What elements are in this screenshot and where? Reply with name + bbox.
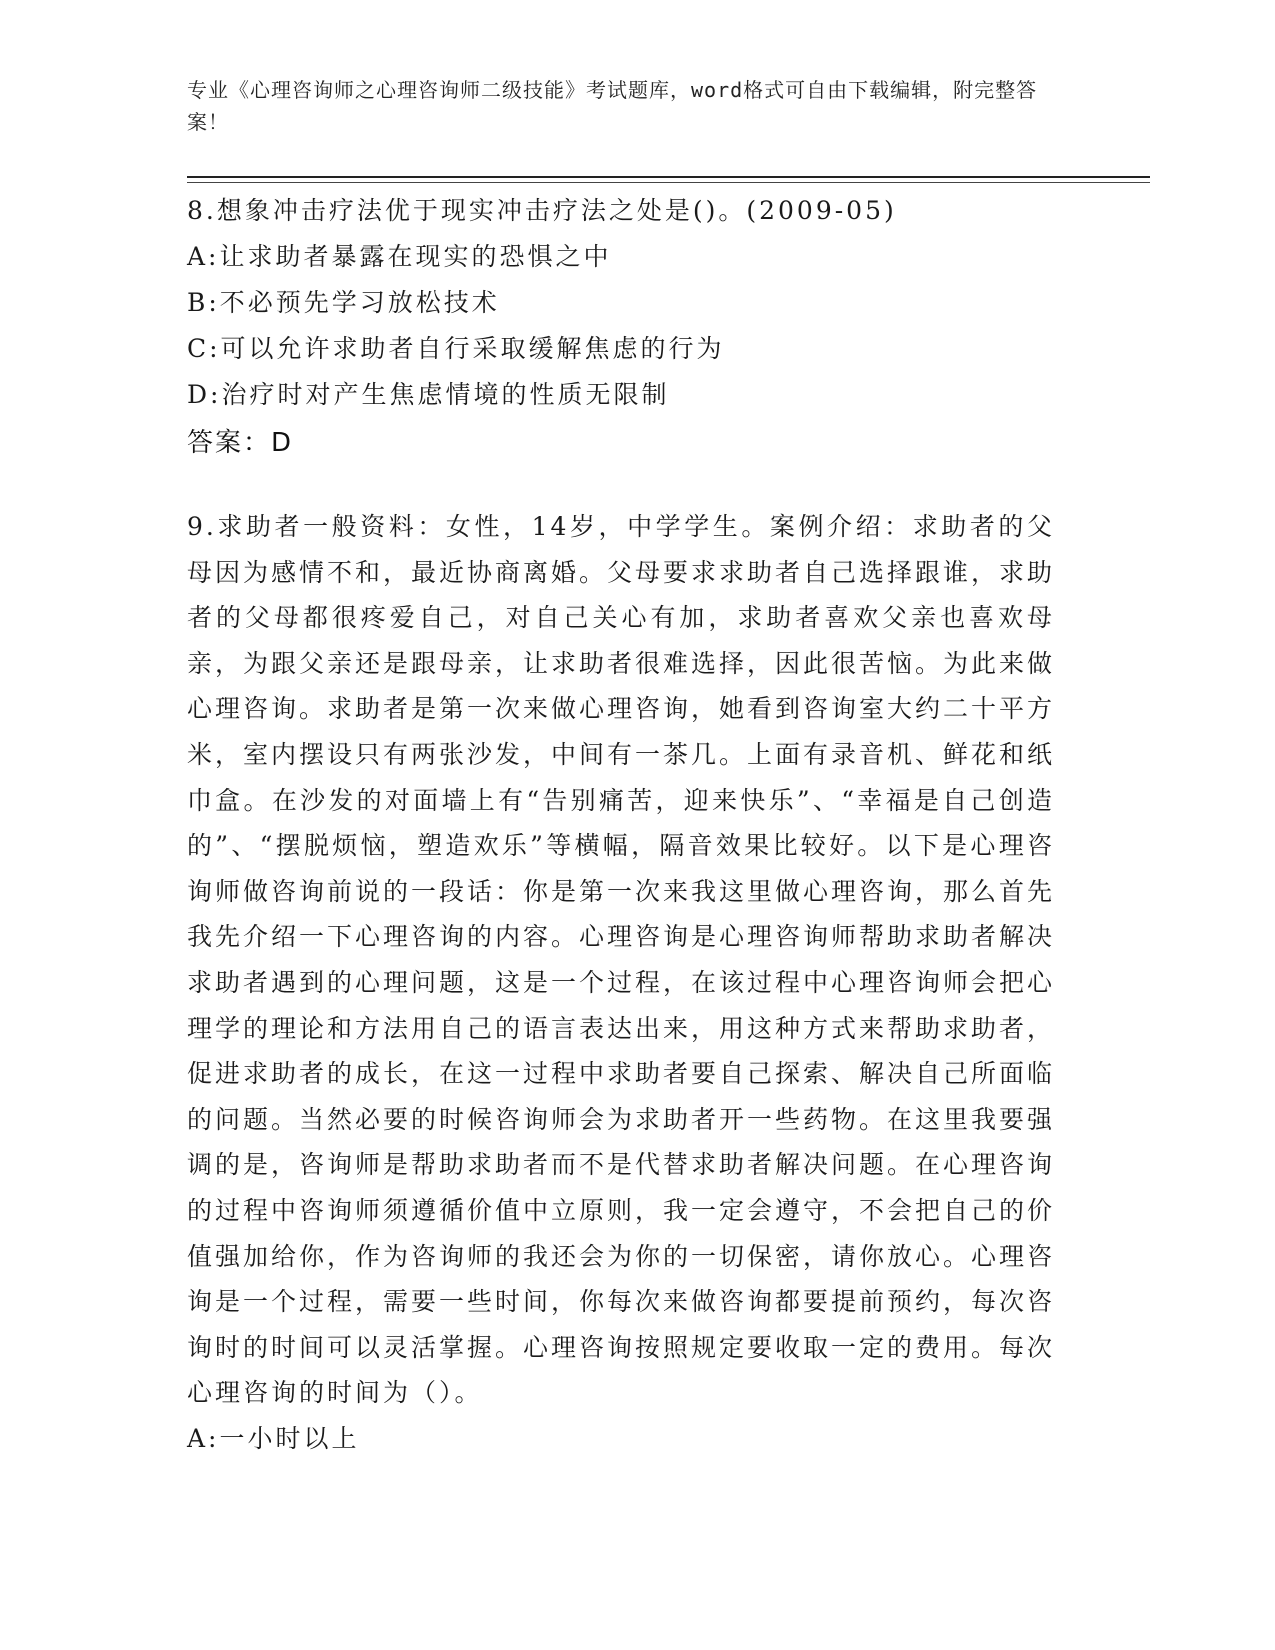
question-9-stem: 9.求助者一般资料：女性，14岁，中学学生。案例介绍：求助者的父母因为感情不和，最近协商离婚。父母要求求助者自己选择跟谁，求助者的父母都很疼爱自己，对自己关心有加，求助者喜欢父亲也喜欢母亲，为跟父亲还是跟母亲，让求助者很难选择，因此很苦恼。为此来做心理咨询。求助者是第一次来做心理咨询，她看到咨询室大约二十平方米，室内摆设只有两张沙发，中间有一茶几。上面有录音机、鲜花和纸巾盒。在沙发的对面墙上有“告别痛苦，迎来快乐”、“幸福是自己创造的”、“摆脱烦恼，塑造欢乐”等横幅，隔音效果比较好。以下是心理咨询师做咨询前说的一段话：你是第一次来我这里做心理咨询，那么首先我先介绍一下心理咨询的内容。心理咨询是心理咨询师帮助求助者解决求助者遇到的心理问题，这是一个过程，在该过程中心理咨询师会把心理学的理论和方法用自己的语言表达出来，用这种方式来帮助求助者，促进求助者的成长，在这一过程中求助者要自己探索、解决自己所面临的问题。当然必要的时候咨询师会为求助者开一些药物。在这里我要强调的是，咨询师是帮助求助者而不是代替求助者解决问题。在心理咨询的过程中咨询师须遵循价值中立原则，我一定会遵守，不会把自己的价值强加给你，作为咨询师的我还会为你的一切保密，请你放心。心理咨询是一个过程，需要一些时间，你每次来做咨询都要提前预约，每次咨询时的时间可以灵活掌握。心理咨询按照规定要收取一定的费用。每次心理咨询的时间为（）。 (187, 512, 1056, 1408)
question-8 (187, 188, 1087, 466)
question-8-answer: 答案：D (187, 428, 294, 458)
question-9 (187, 504, 1055, 1461)
header-divider-thin (187, 182, 1150, 183)
question-8-option-a: A:让求助者暴露在现实的恐惧之中 (187, 242, 612, 271)
question-8-option-b: B:不必预先学习放松技术 (187, 288, 500, 317)
header-divider (187, 176, 1150, 178)
question-8-stem: 8.想象冲击疗法优于现实冲击疗法之处是()。(2009-05) (187, 196, 897, 225)
question-9-option-a: A:一小时以上 (187, 1423, 360, 1453)
page-header: 专业《心理咨询师之心理咨询师二级技能》考试题库，word格式可自由下载编辑，附完整答案！ (187, 78, 1038, 134)
question-8-option-d: D:治疗时对产生焦虑情境的性质无限制 (187, 380, 670, 409)
question-8-option-c: C:可以允许求助者自行采取缓解焦虑的行为 (187, 334, 725, 363)
